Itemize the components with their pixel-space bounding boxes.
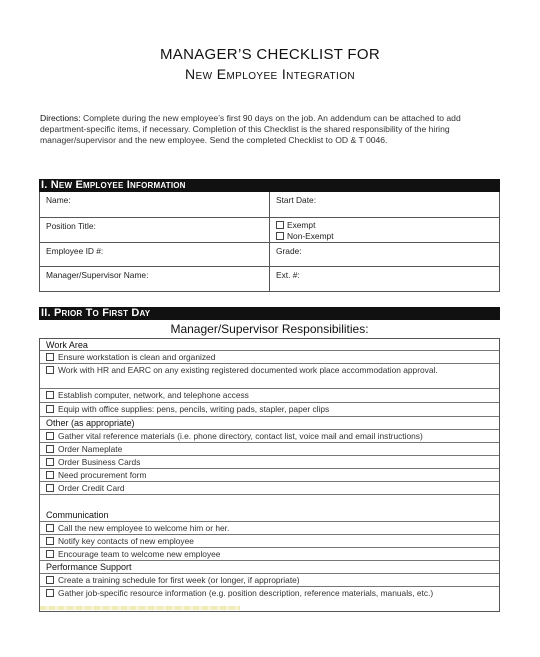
item-checkbox[interactable] [46,445,54,453]
row-divider [40,468,499,469]
start-date-label: Start Date: [276,195,317,205]
category-work-area: Work Area [46,340,88,350]
info-row-manager [40,267,499,291]
list-item[interactable]: Gather vital reference materials (i.e. phone directory, contact list, voice mail and email instructions) [46,431,496,441]
list-item[interactable]: Work with HR and EARC on any existing registered documented work place accommodation approval. [46,365,496,375]
list-item[interactable]: Order Credit Card [46,483,496,493]
row-divider [40,586,499,587]
list-item[interactable]: Ensure workstation is clean and organized [46,352,496,362]
item-checkbox[interactable] [46,432,54,440]
directions-label: Directions: [40,113,81,123]
list-item[interactable]: Notify key contacts of new employee [46,536,496,546]
row-divider [40,429,499,430]
item-checkbox[interactable] [46,366,54,374]
row-divider [40,573,499,574]
item-checkbox[interactable] [46,589,54,597]
row-divider [40,402,499,403]
item-checkbox[interactable] [46,576,54,584]
non-exempt-checkbox[interactable] [276,232,284,240]
list-item[interactable]: Encourage team to welcome new employee [46,549,496,559]
row-divider [40,481,499,482]
row-divider [40,416,499,417]
item-checkbox[interactable] [46,537,54,545]
row-divider [40,442,499,443]
item-checkbox[interactable] [46,484,54,492]
row-divider [40,363,499,364]
responsibilities-heading: Manager/Supervisor Responsibilities: [170,322,369,336]
list-item[interactable]: Establish computer, network, and telephone access [46,390,496,400]
row-divider [40,547,499,548]
list-item[interactable]: Need procurement form [46,470,496,480]
exempt-label: Exempt [287,220,316,230]
item-checkbox[interactable] [46,550,54,558]
section-2-heading: II. Prior To First Day [39,307,500,320]
ext-label: Ext. #: [276,270,300,280]
category-other: Other (as appropriate) [46,418,135,428]
item-checkbox[interactable] [46,391,54,399]
row-divider [40,455,499,456]
watermark-strip [40,606,240,610]
row-divider [40,350,499,351]
item-checkbox[interactable] [46,524,54,532]
info-row-name [40,192,499,218]
list-item[interactable]: Call the new employee to welcome him or her. [46,523,496,533]
list-item[interactable]: Create a training schedule for first week (or longer, if appropriate) [46,575,496,585]
responsibilities-list [39,338,500,612]
directions-paragraph [40,113,500,147]
grade-label: Grade: [276,246,302,256]
exempt-option[interactable] [276,220,315,230]
info-row-employee-id [40,243,499,267]
position-title-label: Position Title: [46,221,96,231]
category-communication: Communication [46,510,109,520]
row-divider [40,494,499,495]
item-checkbox[interactable] [46,353,54,361]
document-title: MANAGER’S CHECKLIST FOR [160,46,380,63]
section-1-heading: I. New Employee Information [39,179,500,192]
row-divider [40,534,499,535]
item-checkbox[interactable] [46,458,54,466]
directions-text: Complete during the new employee’s first 90 days on the job. An addendum can be attached to add department-specific items, if necessary. Completion of this Checklist is the shared responsibility of the hiring manager/supervisor and the new employee. Send the completed Checklist to OD & T 0046. [40,113,461,146]
item-checkbox[interactable] [46,405,54,413]
list-item[interactable]: Order Nameplate [46,444,496,454]
manager-name-label: Manager/Supervisor Name: [46,270,149,280]
row-divider [40,388,499,389]
list-item[interactable]: Order Business Cards [46,457,496,467]
non-exempt-label: Non-Exempt [287,231,334,241]
category-performance-support: Performance Support [46,562,132,572]
employee-info-table [39,192,500,292]
exempt-checkbox[interactable] [276,221,284,229]
name-label: Name: [46,195,71,205]
employee-id-label: Employee ID #: [46,246,104,256]
row-divider [40,560,499,561]
list-item[interactable]: Gather job-specific resource information (e.g. position description, reference materials, manuals, etc.) [46,588,496,598]
list-item[interactable]: Equip with office supplies: pens, pencils, writing pads, stapler, paper clips [46,404,496,414]
row-divider [40,521,499,522]
non-exempt-option[interactable] [276,231,334,241]
info-row-position [40,218,499,243]
document-subtitle: New Employee Integration [185,66,355,82]
item-checkbox[interactable] [46,471,54,479]
